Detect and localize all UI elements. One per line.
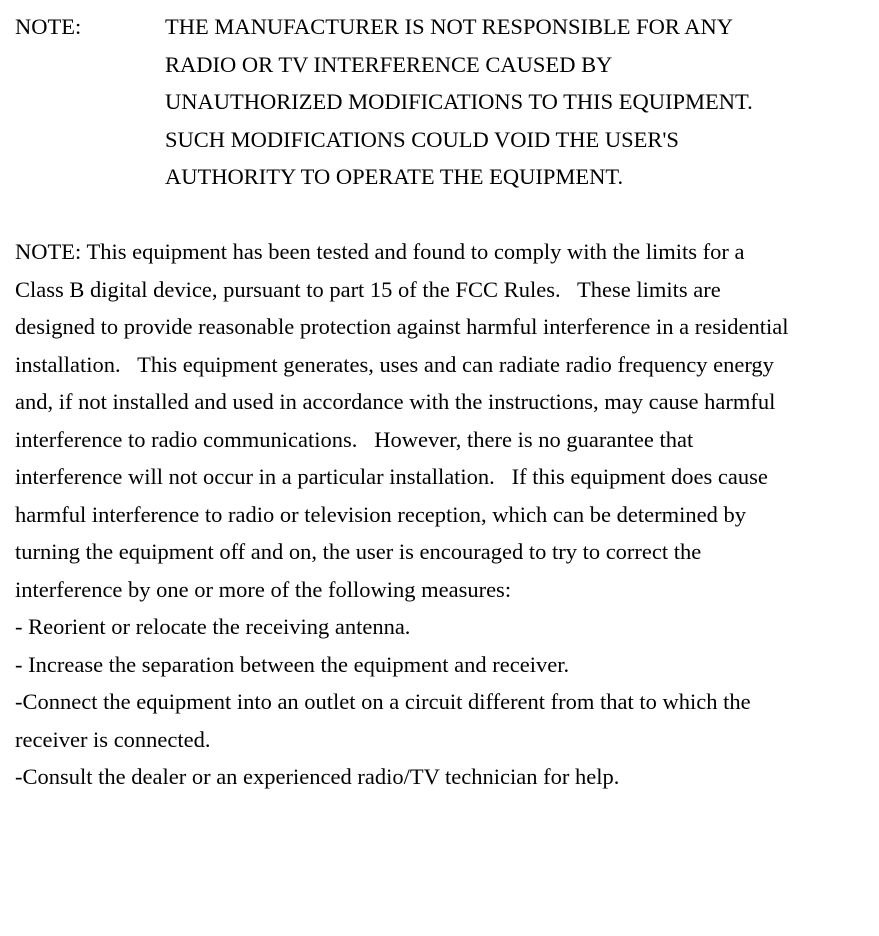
warning-line: SUCH MODIFICATIONS COULD VOID THE USER'S <box>165 126 679 152</box>
fcc-line: interference by one or more of the following measures: <box>15 576 512 602</box>
warning-text <box>165 8 875 196</box>
warning-label: NOTE: <box>15 14 82 39</box>
fcc-line: installation. This equipment generates, uses and can radiate radio frequency energy <box>15 351 774 377</box>
warning-line: AUTHORITY TO OPERATE THE EQUIPMENT. <box>165 164 624 189</box>
fcc-line: interference to radio communications. However, there is no guarantee that <box>15 426 694 452</box>
fcc-line: Class B digital device, pursuant to part 15 of the FCC Rules. These limits are <box>15 276 721 302</box>
manufacturer-warning <box>15 8 875 196</box>
fcc-line: interference will not occur in a particular installation. If this equipment does cause <box>15 464 768 489</box>
fcc-line: harmful interference to radio or television reception, which can be determined by <box>15 501 746 527</box>
measure-item: -Connect the equipment into an outlet on a circuit different from that to which the <box>15 689 751 714</box>
fcc-line: designed to provide reasonable protection against harmful interference in a residential <box>15 314 789 339</box>
warning-line: RADIO OR TV INTERFERENCE CAUSED BY <box>165 51 613 77</box>
fcc-line: and, if not installed and used in accordance with the instructions, may cause harmful <box>15 389 776 414</box>
paragraph-spacer <box>15 196 875 234</box>
measure-item-continued: receiver is connected. <box>15 726 211 752</box>
measure-item: - Increase the separation between the equipment and receiver. <box>15 651 570 677</box>
measure-item: -Consult the dealer or an experienced radio/TV technician for help. <box>15 764 620 789</box>
fcc-line: NOTE: This equipment has been tested and found to comply with the limits for a <box>15 239 745 264</box>
fcc-compliance-notice <box>15 233 875 796</box>
fcc-line: turning the equipment off and on, the user is encouraged to try to correct the <box>15 539 702 564</box>
document-page <box>15 8 875 796</box>
warning-line: UNAUTHORIZED MODIFICATIONS TO THIS EQUIPMENT. <box>165 89 753 114</box>
warning-line: THE MANUFACTURER IS NOT RESPONSIBLE FOR ANY <box>165 14 733 39</box>
measure-item: - Reorient or relocate the receiving antenna. <box>15 614 411 639</box>
